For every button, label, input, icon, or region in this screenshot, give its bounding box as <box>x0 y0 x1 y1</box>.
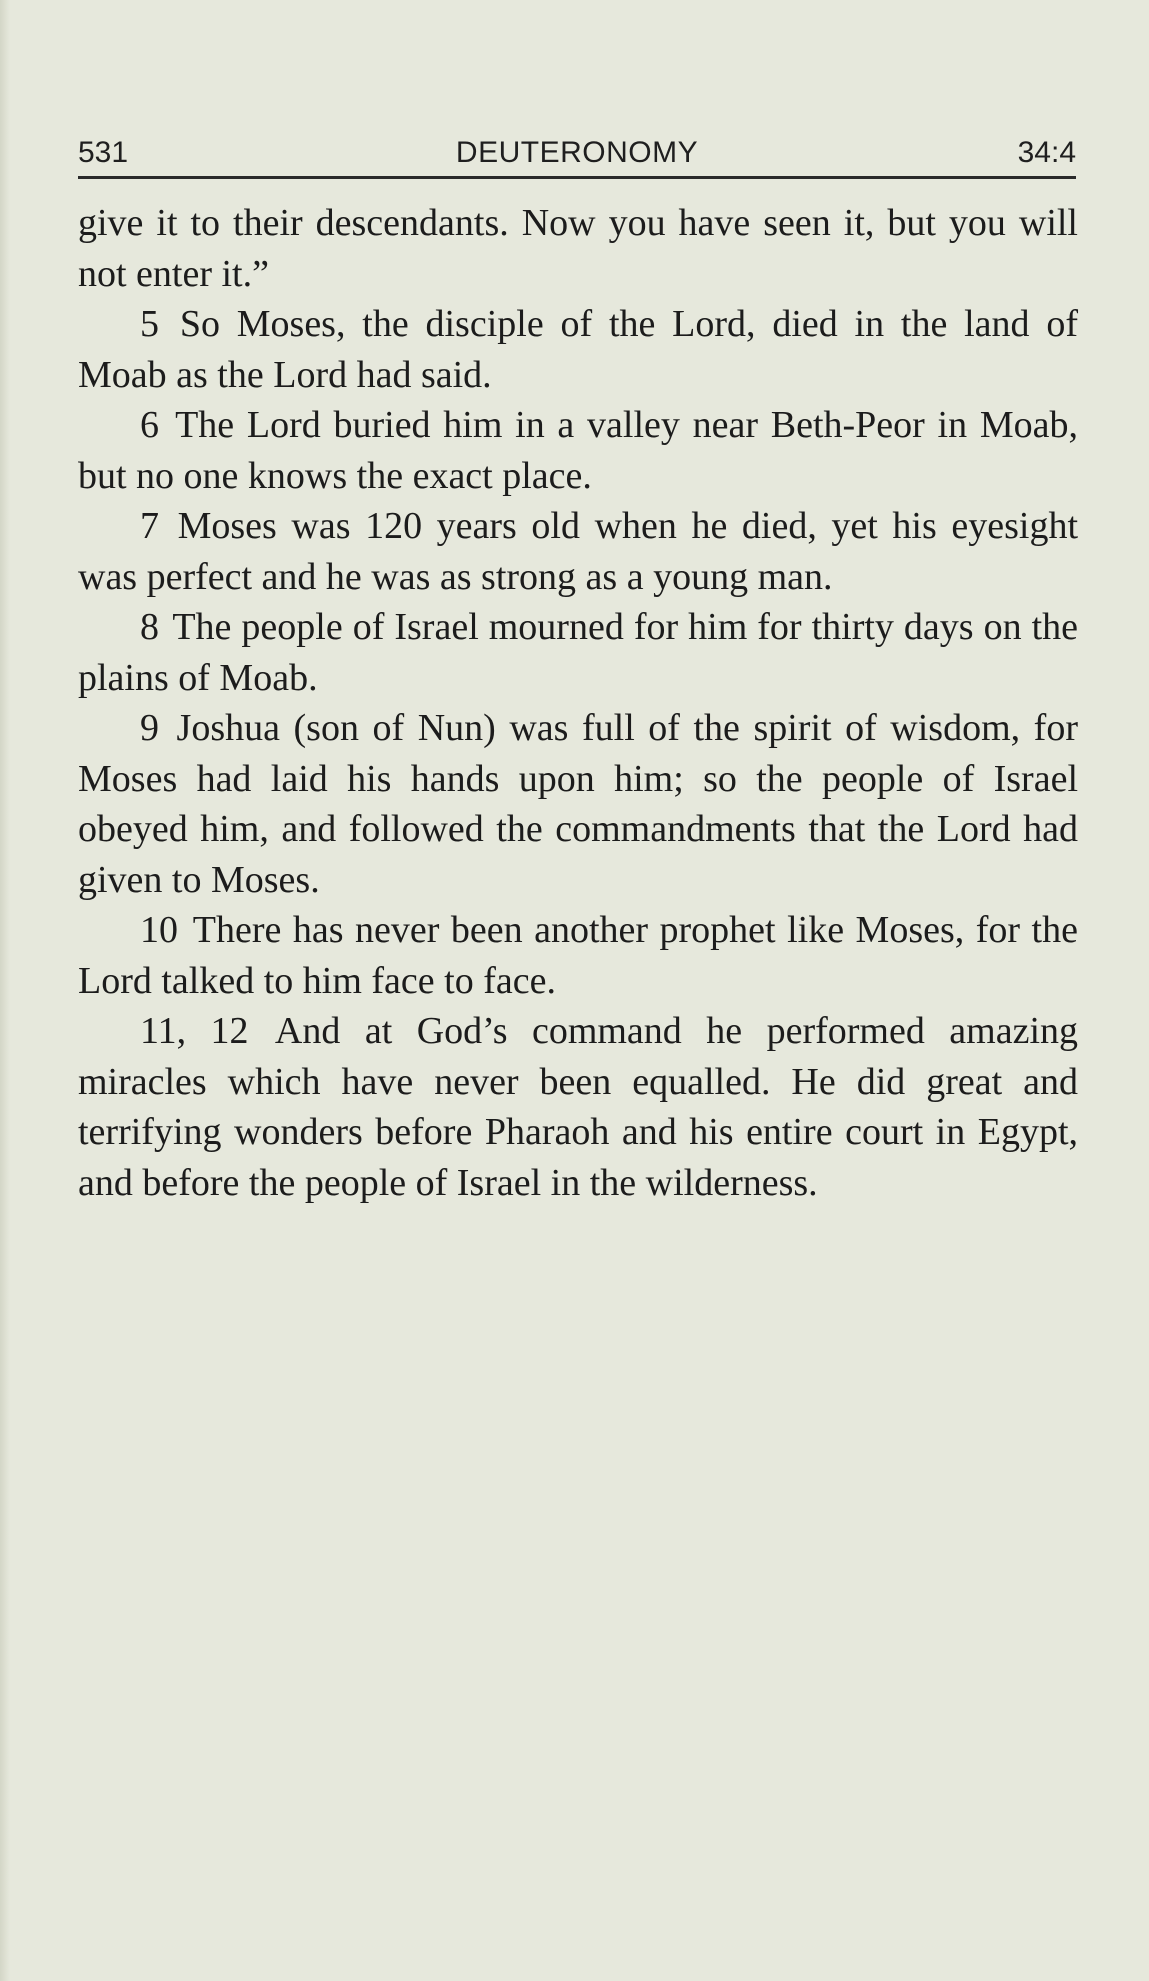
verse-number: 6 <box>140 404 159 446</box>
verse-number: 10 <box>140 909 178 951</box>
verse-number: 8 <box>140 606 159 648</box>
paragraph-continuation <box>78 198 1078 299</box>
page-edge-shadow <box>0 0 10 1981</box>
verse-text: There has never been another prophet like Moses, for the Lord talked to him face to face. <box>78 909 1078 1002</box>
verse-text: The Lord buried him in a valley near Beth-Peor in Moab, but no one knows the exact place. <box>78 404 1078 497</box>
running-head: DEUTERONOMY <box>455 136 699 169</box>
verse-paragraph <box>78 1006 1078 1208</box>
verse-text: So Moses, the disciple of the Lord, died in the land of Moab as the Lord had said. <box>78 303 1079 396</box>
verse-number: 7 <box>140 505 159 547</box>
verse-paragraph <box>78 703 1078 905</box>
verse-text: The people of Israel mourned for him for thirty days on the plains of Moab. <box>78 606 1078 699</box>
verse-number: 5 <box>140 303 159 345</box>
verse-paragraph <box>78 400 1078 501</box>
verse-number: 11, 12 <box>140 1010 249 1052</box>
verse-paragraph <box>78 299 1078 400</box>
verse-text: Moses was 120 years old when he died, yet his eyesight was perfect and he was as strong as a young man. <box>78 505 1078 598</box>
page-number: 531 <box>78 136 129 169</box>
page-header <box>78 136 1076 179</box>
verse-number: 9 <box>140 707 159 749</box>
verse-paragraph <box>78 905 1078 1006</box>
body-text <box>78 198 1078 1208</box>
verse-paragraph <box>78 501 1078 602</box>
chapter-verse-reference: 34:4 <box>1017 136 1076 169</box>
paragraph-text: give it to their descendants. Now you have seen it, but you will not enter it.” <box>78 202 1078 295</box>
verse-text: And at God’s command he performed amazing miracles which have never been equalled. He did great and terrifying wonders before Pharaoh and his entire court in Egypt, and before the people of Israel in the wilderness. <box>78 1010 1078 1204</box>
verse-paragraph <box>78 602 1078 703</box>
verse-text: Joshua (son of Nun) was full of the spirit of wisdom, for Moses had laid his hands upon him; so the people of Israel obeyed him, and followed the commandments that the Lord had given to Moses. <box>78 707 1078 901</box>
